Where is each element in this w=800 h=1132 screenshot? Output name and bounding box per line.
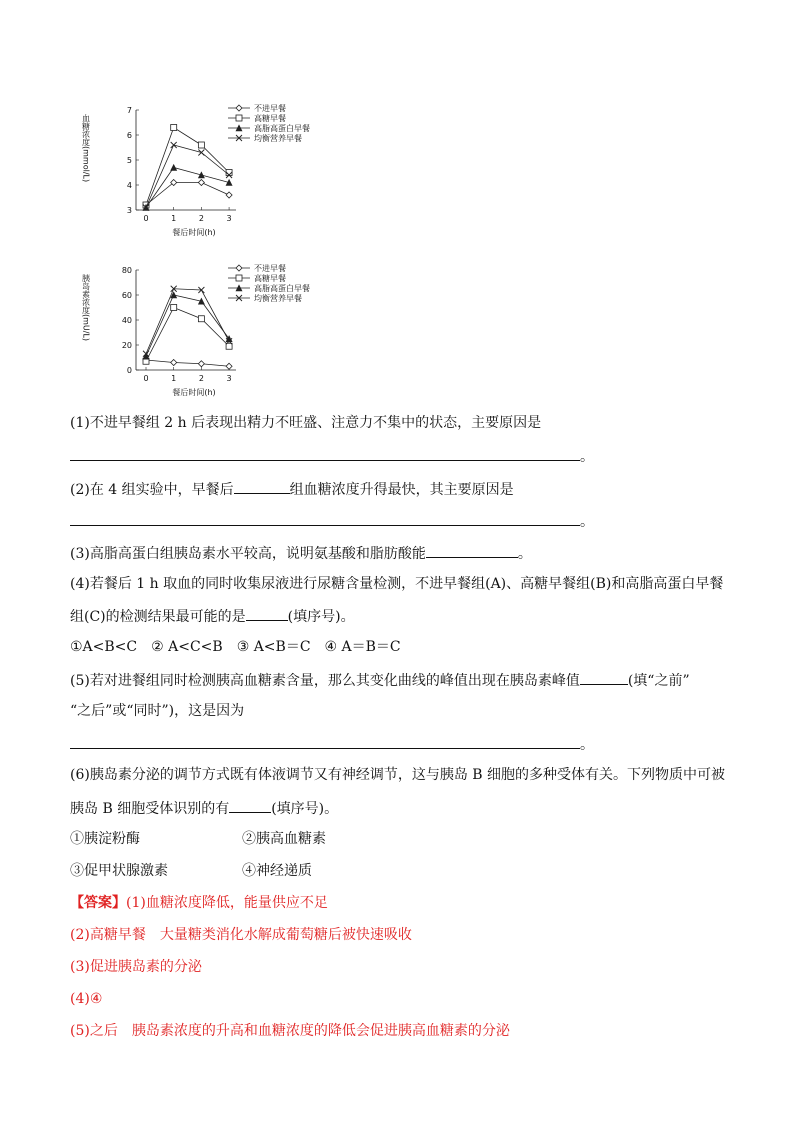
chart2-point-0-2 — [198, 361, 204, 367]
chart2-legend-label-2: 高脂高蛋白早餐 — [254, 284, 310, 293]
question-5-line-2 — [70, 702, 244, 720]
chart2-point-1-3 — [226, 343, 232, 349]
chart1-xtick-label: 3 — [226, 214, 232, 223]
question-4-line-1 — [70, 575, 723, 593]
blank-6[interactable] — [229, 798, 271, 813]
chart2-xtick-label: 0 — [143, 374, 149, 383]
blood-glucose-chart — [78, 100, 348, 240]
answer-2 — [70, 926, 412, 944]
question-4-text-a: 组(C)的检测结果最可能的是 — [70, 609, 246, 625]
chart1-series-line-0 — [146, 183, 229, 206]
question-2 — [70, 479, 514, 499]
question-6-text: (6)胰岛素分泌的调节方式既有体液调节又有神经调节，这与胰岛 B 细胞的多种受体有关。下列物质中可被 — [70, 767, 726, 783]
question-6-line-2 — [70, 798, 338, 818]
chart2-point-0-3 — [226, 363, 232, 369]
question-5-text-b: (填“之前” — [627, 673, 690, 689]
chart1-ytick-label: 3 — [126, 206, 132, 215]
blank-2b[interactable] — [70, 511, 580, 526]
blank-2a[interactable] — [234, 479, 290, 494]
chart2-legend-marker-0 — [236, 265, 242, 271]
chart2-ytick-label: 0 — [126, 366, 132, 375]
chart2-legend-label-3: 均衡营养早餐 — [254, 294, 302, 303]
question-4-text-b: (填序号)。 — [287, 609, 355, 625]
chart2-ytick-label: 60 — [121, 291, 132, 300]
chart1-series-line-3 — [146, 145, 229, 208]
chart1-legend-label-0: 不进早餐 — [254, 104, 286, 113]
chart1-legend-label-1: 高糖早餐 — [254, 114, 286, 123]
answer-2-text: (2)高糖早餐 大量糖类消化水解成葡萄糖后被快速吸收 — [70, 927, 412, 943]
chart2-point-2-2 — [198, 298, 204, 304]
question-2-text-b: 组血糖浓度升得最快，其主要原因是 — [289, 482, 514, 498]
chart1-ylabel: 血糖浓度(mmol/L) — [81, 114, 91, 183]
chart1-series-line-2 — [146, 168, 229, 208]
chart1-ytick-label: 7 — [126, 106, 132, 115]
blank-1[interactable] — [70, 446, 580, 461]
answer-4 — [70, 990, 102, 1008]
question-6-text-a: 胰岛 B 细胞受体识别的有 — [70, 801, 230, 817]
chart1-point-1-2 — [198, 142, 204, 148]
chart1-legend-label-2: 高脂高蛋白早餐 — [254, 124, 310, 133]
answer-3 — [70, 958, 202, 976]
chart2-point-0-1 — [171, 360, 177, 366]
chart1-point-3-2 — [198, 150, 204, 156]
answer-1-text: (1)血糖浓度降低，能量供应不足 — [126, 895, 328, 911]
question-3-text: (3)高脂高蛋白组胰岛素水平较高，说明氨基酸和脂肪酸能 — [70, 546, 426, 562]
answer-5 — [70, 1022, 510, 1040]
answer-line-1 — [70, 446, 594, 466]
blank-4[interactable] — [246, 606, 288, 621]
chart1-xtick-label: 0 — [143, 214, 149, 223]
chart1-ytick-label: 5 — [126, 156, 132, 165]
chart2-xtick-label: 2 — [198, 374, 204, 383]
period: 。 — [580, 514, 594, 530]
answer-line-2 — [70, 511, 594, 531]
question-6-text-b: (填序号)。 — [271, 801, 339, 817]
chart2-series-line-2 — [146, 295, 229, 356]
question-3 — [70, 543, 532, 563]
question-5-text-c: “之后”或“同时”)，这是因为 — [70, 703, 245, 719]
chart2-ytick-label: 20 — [121, 341, 132, 350]
chart2-xlabel: 餐后时间(h) — [172, 388, 216, 397]
chart2-ytick-label: 40 — [121, 316, 132, 325]
question-6-options-row-2 — [70, 862, 312, 880]
chart2-series-line-1 — [146, 308, 229, 362]
blank-5b[interactable] — [70, 734, 580, 749]
period: 。 — [517, 546, 532, 562]
question-1 — [70, 414, 541, 432]
chart2-legend-label-1: 高糖早餐 — [254, 274, 286, 283]
chart1-point-2-3 — [226, 180, 232, 186]
chart1-legend-label-3: 均衡营养早餐 — [254, 134, 302, 143]
blank-3[interactable] — [426, 543, 518, 558]
chart2-point-1-2 — [198, 316, 204, 322]
insulin-svg — [78, 260, 348, 400]
question-4-options-text: ①A<B<C ② A<C<B ③ A<B＝C ④ A＝B＝C — [70, 639, 401, 655]
chart2-ytick-label: 80 — [121, 266, 132, 275]
question-6-options-row-1 — [70, 830, 326, 848]
chart2-point-1-1 — [171, 305, 177, 311]
question-4-options — [70, 638, 401, 656]
chart1-ytick-label: 4 — [126, 181, 132, 190]
answer-tag: 【答案】 — [70, 895, 126, 911]
question-4-line-2 — [70, 606, 355, 626]
chart2-series-line-0 — [146, 360, 229, 366]
question-2-text-a: (2)在 4 组实验中，早餐后 — [70, 482, 234, 498]
chart1-xtick-label: 2 — [198, 214, 204, 223]
answer-3-text: (3)促进胰岛素的分泌 — [70, 959, 202, 975]
chart2-xtick-label: 1 — [171, 374, 177, 383]
question-6-line-1 — [70, 766, 725, 784]
option-2: ②胰高血糖素 — [242, 831, 326, 847]
period: 。 — [580, 449, 594, 465]
chart1-xlabel: 餐后时间(h) — [172, 228, 216, 237]
question-4-text: (4)若餐后 1 h 取血的同时收集尿液进行尿糖含量检测，不进早餐组(A)、高糖早餐组(B)和高脂高蛋白早餐 — [70, 576, 724, 592]
chart2-xtick-label: 3 — [226, 374, 232, 383]
chart2-legend-label-0: 不进早餐 — [254, 264, 286, 273]
chart1-ytick-label: 6 — [126, 131, 132, 140]
chart1-legend-marker-0 — [236, 105, 242, 111]
chart1-point-0-3 — [226, 192, 232, 198]
answer-1 — [70, 894, 328, 912]
period: 。 — [580, 737, 594, 753]
answer-5-text: (5)之后 胰岛素浓度的升高和血糖浓度的降低会促进胰高血糖素的分泌 — [70, 1023, 510, 1039]
chart1-point-2-1 — [171, 165, 177, 171]
insulin-chart — [78, 260, 348, 400]
chart1-point-3-1 — [171, 142, 177, 148]
blank-5a[interactable] — [580, 670, 628, 685]
chart2-ylabel: 胰岛素浓度(mU/L) — [81, 274, 91, 342]
option-1: ①胰淀粉酶 — [70, 831, 140, 847]
option-3: ③促甲状腺激素 — [70, 863, 168, 879]
chart2-legend-marker-1 — [236, 275, 242, 281]
chart1-series-line-1 — [146, 128, 229, 206]
answer-4-text: (4)④ — [70, 991, 103, 1007]
question-1-text: (1)不进早餐组 2 h 后表现出精力不旺盛、注意力不集中的状态，主要原因是 — [70, 415, 542, 431]
blood-glucose-svg — [78, 100, 348, 240]
chart1-legend-marker-1 — [236, 115, 242, 121]
question-5-text-a: (5)若对进餐组同时检测胰高血糖素含量，那么其变化曲线的峰值出现在胰岛素峰值 — [70, 673, 580, 689]
question-5-line-1 — [70, 670, 690, 690]
chart1-xtick-label: 1 — [171, 214, 177, 223]
answer-line-5 — [70, 734, 594, 754]
chart1-point-0-2 — [198, 180, 204, 186]
option-4: ④神经递质 — [242, 863, 312, 879]
chart1-point-1-1 — [171, 125, 177, 131]
chart1-point-2-2 — [198, 172, 204, 178]
